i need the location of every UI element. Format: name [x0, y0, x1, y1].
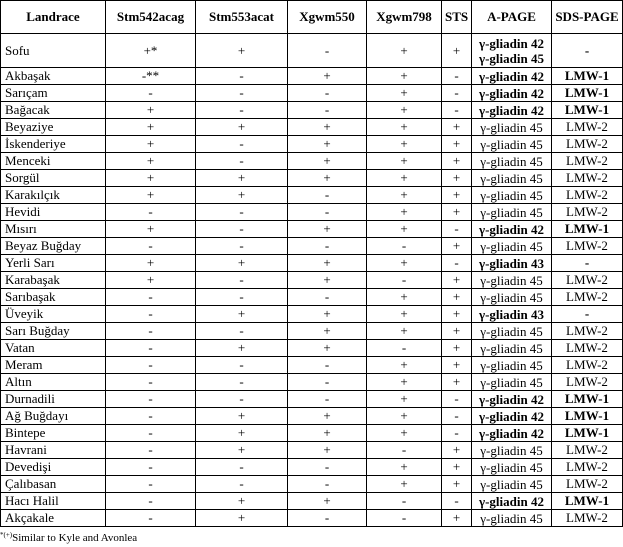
landrace-cell: Üveyik — [1, 306, 106, 323]
xgwm550-cell: + — [288, 136, 367, 153]
xgwm550-cell: - — [288, 34, 367, 68]
xgwm798-cell: - — [367, 493, 442, 510]
sts-cell: + — [442, 119, 472, 136]
a-page-value: γ-gliadin 43 — [479, 255, 544, 271]
sts-cell: - — [442, 408, 472, 425]
a-page-value: γ-gliadin 45 — [480, 510, 543, 526]
stm542acag-cell: + — [106, 255, 196, 272]
stm542acag-cell: - — [106, 323, 196, 340]
a-page-cell — [472, 476, 552, 493]
a-page-value: γ-gliadin 45 — [480, 136, 543, 152]
xgwm550-cell: + — [288, 221, 367, 238]
a-page-value: γ-gliadin 45 — [480, 340, 543, 356]
a-page-cell — [472, 510, 552, 527]
a-page-value: γ-gliadin 45 — [480, 272, 543, 288]
a-page-cell — [472, 357, 552, 374]
stm553acat-cell: - — [196, 238, 288, 255]
landrace-cell: Sorgül — [1, 170, 106, 187]
sts-cell: - — [442, 85, 472, 102]
stm542acag-cell: + — [106, 102, 196, 119]
sts-cell: + — [442, 289, 472, 306]
landrace-cell: Bintepe — [1, 425, 106, 442]
xgwm550-cell: - — [288, 391, 367, 408]
xgwm550-cell: - — [288, 187, 367, 204]
stm542acag-cell: - — [106, 425, 196, 442]
stm542acag-cell: + — [106, 272, 196, 289]
sts-cell: + — [442, 340, 472, 357]
stm542acag-cell: +* — [106, 34, 196, 68]
stm542acag-cell: - — [106, 357, 196, 374]
stm553acat-cell: - — [196, 272, 288, 289]
landrace-cell: Sarıçam — [1, 85, 106, 102]
stm542acag-cell: -** — [106, 68, 196, 85]
table-row — [1, 272, 623, 289]
stm542acag-cell: - — [106, 85, 196, 102]
xgwm798-cell: + — [367, 289, 442, 306]
stm542acag-cell: - — [106, 493, 196, 510]
a-page-value: γ-gliadin 45 — [480, 442, 543, 458]
landrace-cell: Çalıbasan — [1, 476, 106, 493]
sds-page-cell: LMW-2 — [552, 119, 623, 136]
sds-page-cell: LMW-1 — [552, 85, 623, 102]
xgwm550-cell: + — [288, 119, 367, 136]
sds-page-cell: - — [552, 34, 623, 68]
stm553acat-cell: + — [196, 493, 288, 510]
a-page-value: γ-gliadin 42 — [479, 408, 544, 424]
stm553acat-cell: - — [196, 323, 288, 340]
xgwm798-cell: + — [367, 255, 442, 272]
table-row — [1, 204, 623, 221]
table-header-row — [1, 1, 623, 34]
sts-cell: + — [442, 170, 472, 187]
sds-page-cell: LMW-1 — [552, 68, 623, 85]
a-page-cell — [472, 34, 552, 68]
stm542acag-cell: - — [106, 459, 196, 476]
sds-page-cell: LMW-1 — [552, 102, 623, 119]
stm553acat-cell: + — [196, 425, 288, 442]
sds-page-cell: LMW-2 — [552, 136, 623, 153]
a-page-value: γ-gliadin 45 — [479, 50, 544, 66]
xgwm798-cell: + — [367, 425, 442, 442]
stm553acat-cell: + — [196, 170, 288, 187]
stm553acat-cell: - — [196, 136, 288, 153]
a-page-value: γ-gliadin 45 — [480, 459, 543, 475]
xgwm550-cell: + — [288, 153, 367, 170]
sts-cell: + — [442, 204, 472, 221]
stm553acat-cell: + — [196, 34, 288, 68]
stm542acag-cell: - — [106, 306, 196, 323]
xgwm550-cell: - — [288, 510, 367, 527]
stm553acat-cell: - — [196, 476, 288, 493]
stm553acat-cell: + — [196, 187, 288, 204]
table-row — [1, 323, 623, 340]
stm553acat-cell: - — [196, 391, 288, 408]
sds-page-cell: LMW-1 — [552, 408, 623, 425]
header-sts: STS — [442, 1, 472, 34]
xgwm798-cell: - — [367, 340, 442, 357]
stm553acat-cell: - — [196, 102, 288, 119]
sds-page-cell: LMW-1 — [552, 493, 623, 510]
sts-cell: + — [442, 187, 472, 204]
xgwm550-cell: - — [288, 85, 367, 102]
a-page-value: γ-gliadin 45 — [480, 187, 543, 203]
a-page-value: γ-gliadin 42 — [479, 493, 544, 509]
stm553acat-cell: + — [196, 408, 288, 425]
xgwm798-cell: + — [367, 204, 442, 221]
sts-cell: + — [442, 459, 472, 476]
table-row — [1, 187, 623, 204]
sds-page-cell: LMW-2 — [552, 289, 623, 306]
xgwm550-cell: - — [288, 476, 367, 493]
sds-page-cell: LMW-2 — [552, 170, 623, 187]
table-row — [1, 476, 623, 493]
xgwm550-cell: + — [288, 68, 367, 85]
landrace-cell: Hevidi — [1, 204, 106, 221]
xgwm798-cell: + — [367, 357, 442, 374]
landrace-cell: Havrani — [1, 442, 106, 459]
sts-cell: - — [442, 255, 472, 272]
xgwm798-cell: + — [367, 459, 442, 476]
a-page-value: γ-gliadin 42 — [479, 35, 544, 51]
xgwm798-cell: + — [367, 136, 442, 153]
table-row — [1, 425, 623, 442]
xgwm550-cell: - — [288, 102, 367, 119]
landrace-cell: Karakılçık — [1, 187, 106, 204]
xgwm550-cell: - — [288, 289, 367, 306]
xgwm550-cell: + — [288, 493, 367, 510]
a-page-value: γ-gliadin 45 — [480, 357, 543, 373]
stm542acag-cell: - — [106, 391, 196, 408]
sts-cell: + — [442, 238, 472, 255]
a-page-cell — [472, 153, 552, 170]
sts-cell: - — [442, 102, 472, 119]
stm553acat-cell: - — [196, 374, 288, 391]
landrace-cell: Beyaz Buğday — [1, 238, 106, 255]
sds-page-cell: LMW-1 — [552, 391, 623, 408]
xgwm550-cell: + — [288, 323, 367, 340]
sds-page-cell: LMW-2 — [552, 272, 623, 289]
header-xgwm550: Xgwm550 — [288, 1, 367, 34]
sts-cell: + — [442, 136, 472, 153]
table-row — [1, 306, 623, 323]
xgwm798-cell: - — [367, 238, 442, 255]
a-page-cell — [472, 221, 552, 238]
header-a-page: A-PAGE — [472, 1, 552, 34]
stm542acag-cell: + — [106, 119, 196, 136]
table-row — [1, 136, 623, 153]
a-page-value: γ-gliadin 42 — [479, 391, 544, 407]
xgwm550-cell: + — [288, 340, 367, 357]
xgwm798-cell: + — [367, 85, 442, 102]
a-page-value: γ-gliadin 42 — [479, 425, 544, 441]
xgwm798-cell: + — [367, 170, 442, 187]
stm553acat-cell: + — [196, 442, 288, 459]
table-row — [1, 68, 623, 85]
sts-cell: - — [442, 493, 472, 510]
xgwm550-cell: + — [288, 442, 367, 459]
sts-cell: - — [442, 68, 472, 85]
stm542acag-cell: + — [106, 221, 196, 238]
stm553acat-cell: - — [196, 289, 288, 306]
table-row — [1, 255, 623, 272]
sts-cell: - — [442, 425, 472, 442]
landrace-cell: Akbaşak — [1, 68, 106, 85]
stm542acag-cell: - — [106, 510, 196, 527]
a-page-value: γ-gliadin 45 — [480, 374, 543, 390]
stm553acat-cell: - — [196, 221, 288, 238]
a-page-value: γ-gliadin 42 — [479, 102, 544, 118]
table-row — [1, 221, 623, 238]
sts-cell: + — [442, 306, 472, 323]
sts-cell: - — [442, 221, 472, 238]
a-page-cell — [472, 272, 552, 289]
stm542acag-cell: - — [106, 374, 196, 391]
stm553acat-cell: + — [196, 255, 288, 272]
sts-cell: + — [442, 374, 472, 391]
xgwm798-cell: + — [367, 323, 442, 340]
a-page-cell — [472, 425, 552, 442]
a-page-value: γ-gliadin 45 — [480, 289, 543, 305]
landrace-cell: Hacı Halil — [1, 493, 106, 510]
stm542acag-cell: - — [106, 340, 196, 357]
sds-page-cell: LMW-2 — [552, 238, 623, 255]
stm553acat-cell: - — [196, 85, 288, 102]
xgwm550-cell: + — [288, 272, 367, 289]
stm542acag-cell: - — [106, 476, 196, 493]
stm553acat-cell: - — [196, 204, 288, 221]
xgwm798-cell: + — [367, 391, 442, 408]
header-xgwm798: Xgwm798 — [367, 1, 442, 34]
xgwm798-cell: + — [367, 119, 442, 136]
sts-cell: - — [442, 391, 472, 408]
sts-cell: + — [442, 153, 472, 170]
stm553acat-cell: + — [196, 340, 288, 357]
xgwm798-cell: + — [367, 221, 442, 238]
sts-cell: + — [442, 323, 472, 340]
table-row — [1, 374, 623, 391]
table-row — [1, 289, 623, 306]
xgwm798-cell: + — [367, 68, 442, 85]
a-page-cell — [472, 306, 552, 323]
sds-page-cell: - — [552, 306, 623, 323]
table-row — [1, 391, 623, 408]
stm542acag-cell: - — [106, 408, 196, 425]
stm553acat-cell: + — [196, 119, 288, 136]
xgwm798-cell: + — [367, 153, 442, 170]
a-page-cell — [472, 255, 552, 272]
landrace-cell: Yerli Sarı — [1, 255, 106, 272]
a-page-cell — [472, 493, 552, 510]
a-page-value: γ-gliadin 42 — [479, 85, 544, 101]
landrace-cell: Ağ Buğdayı — [1, 408, 106, 425]
a-page-cell — [472, 238, 552, 255]
a-page-cell — [472, 459, 552, 476]
xgwm550-cell: - — [288, 204, 367, 221]
landrace-cell: Mısırı — [1, 221, 106, 238]
sts-cell: + — [442, 272, 472, 289]
sts-cell: + — [442, 510, 472, 527]
xgwm550-cell: + — [288, 425, 367, 442]
xgwm798-cell: + — [367, 187, 442, 204]
stm553acat-cell: - — [196, 153, 288, 170]
landrace-cell: Vatan — [1, 340, 106, 357]
a-page-value: γ-gliadin 42 — [479, 221, 544, 237]
footnote-marker: *(+) — [0, 531, 13, 539]
table-body — [1, 34, 623, 527]
xgwm550-cell: - — [288, 459, 367, 476]
header-stm542acag: Stm542acag — [106, 1, 196, 34]
a-page-value: γ-gliadin 45 — [480, 170, 543, 186]
sds-page-cell: LMW-2 — [552, 442, 623, 459]
sds-page-cell: LMW-2 — [552, 476, 623, 493]
a-page-cell — [472, 374, 552, 391]
stm553acat-cell: + — [196, 510, 288, 527]
sts-cell: + — [442, 476, 472, 493]
a-page-cell — [472, 68, 552, 85]
table-row — [1, 238, 623, 255]
a-page-cell — [472, 187, 552, 204]
xgwm550-cell: - — [288, 238, 367, 255]
stm542acag-cell: + — [106, 153, 196, 170]
xgwm550-cell: - — [288, 374, 367, 391]
a-page-cell — [472, 391, 552, 408]
a-page-cell — [472, 204, 552, 221]
stm542acag-cell: - — [106, 204, 196, 221]
a-page-value: γ-gliadin 45 — [480, 476, 543, 492]
xgwm798-cell: - — [367, 442, 442, 459]
table-row — [1, 119, 623, 136]
table-row — [1, 493, 623, 510]
a-page-cell — [472, 136, 552, 153]
stm542acag-cell: + — [106, 170, 196, 187]
stm553acat-cell: - — [196, 68, 288, 85]
table-row — [1, 408, 623, 425]
landrace-cell: İskenderiye — [1, 136, 106, 153]
xgwm798-cell: + — [367, 34, 442, 68]
xgwm798-cell: + — [367, 408, 442, 425]
landrace-cell: Bağacak — [1, 102, 106, 119]
header-stm553acat: Stm553acat — [196, 1, 288, 34]
sts-cell: + — [442, 357, 472, 374]
xgwm550-cell: - — [288, 357, 367, 374]
sts-cell: + — [442, 34, 472, 68]
a-page-value: γ-gliadin 45 — [480, 204, 543, 220]
xgwm798-cell: + — [367, 374, 442, 391]
a-page-cell — [472, 85, 552, 102]
table-row — [1, 340, 623, 357]
sds-page-cell: LMW-2 — [552, 459, 623, 476]
footnote-text: Similar to Kyle and Avonlea — [12, 532, 138, 544]
a-page-cell — [472, 442, 552, 459]
xgwm798-cell: - — [367, 510, 442, 527]
landrace-cell: Altın — [1, 374, 106, 391]
header-landrace: Landrace — [1, 1, 106, 34]
sds-page-cell: LMW-2 — [552, 204, 623, 221]
xgwm550-cell: + — [288, 255, 367, 272]
table-row — [1, 153, 623, 170]
stm553acat-cell: + — [196, 306, 288, 323]
a-page-value: γ-gliadin 42 — [479, 68, 544, 84]
a-page-value: γ-gliadin 45 — [480, 238, 543, 254]
a-page-cell — [472, 408, 552, 425]
stm542acag-cell: - — [106, 289, 196, 306]
landrace-cell: Sarıbaşak — [1, 289, 106, 306]
table-row — [1, 459, 623, 476]
xgwm798-cell: + — [367, 306, 442, 323]
a-page-cell — [472, 340, 552, 357]
landrace-cell: Akçakale — [1, 510, 106, 527]
sds-page-cell: LMW-2 — [552, 323, 623, 340]
sds-page-cell: LMW-2 — [552, 510, 623, 527]
xgwm798-cell: + — [367, 476, 442, 493]
landrace-cell: Beyaziye — [1, 119, 106, 136]
landrace-cell: Sarı Buğday — [1, 323, 106, 340]
landrace-cell: Karabaşak — [1, 272, 106, 289]
sds-page-cell: LMW-2 — [552, 187, 623, 204]
a-page-cell — [472, 170, 552, 187]
table-row — [1, 85, 623, 102]
table-row — [1, 102, 623, 119]
a-page-cell — [472, 102, 552, 119]
landrace-cell: Menceki — [1, 153, 106, 170]
table-footnote — [0, 531, 137, 545]
landrace-cell: Sofu — [1, 34, 106, 68]
stm553acat-cell: - — [196, 459, 288, 476]
xgwm550-cell: + — [288, 306, 367, 323]
a-page-value: γ-gliadin 45 — [480, 153, 543, 169]
stm542acag-cell: - — [106, 238, 196, 255]
xgwm550-cell: + — [288, 170, 367, 187]
sds-page-cell: LMW-1 — [552, 425, 623, 442]
stm542acag-cell: + — [106, 136, 196, 153]
header-sds-page: SDS-PAGE — [552, 1, 623, 34]
stm542acag-cell: + — [106, 187, 196, 204]
a-page-value: γ-gliadin 43 — [479, 306, 544, 322]
xgwm798-cell: + — [367, 102, 442, 119]
sds-page-cell: LMW-2 — [552, 340, 623, 357]
sds-page-cell: - — [552, 255, 623, 272]
stm542acag-cell: - — [106, 442, 196, 459]
sds-page-cell: LMW-2 — [552, 153, 623, 170]
table-row — [1, 442, 623, 459]
sds-page-cell: LMW-2 — [552, 374, 623, 391]
landrace-cell: Durnadili — [1, 391, 106, 408]
xgwm550-cell: + — [288, 408, 367, 425]
sts-cell: + — [442, 442, 472, 459]
table-row — [1, 357, 623, 374]
table-row — [1, 34, 623, 68]
xgwm798-cell: - — [367, 272, 442, 289]
a-page-cell — [472, 119, 552, 136]
sds-page-cell: LMW-1 — [552, 221, 623, 238]
landrace-cell: Devedişi — [1, 459, 106, 476]
a-page-cell — [472, 323, 552, 340]
stm553acat-cell: - — [196, 357, 288, 374]
table-row — [1, 170, 623, 187]
landrace-cell: Meram — [1, 357, 106, 374]
a-page-value: γ-gliadin 45 — [480, 119, 543, 135]
a-page-value: γ-gliadin 45 — [480, 323, 543, 339]
sds-page-cell: LMW-2 — [552, 357, 623, 374]
a-page-cell — [472, 289, 552, 306]
table-row — [1, 510, 623, 527]
